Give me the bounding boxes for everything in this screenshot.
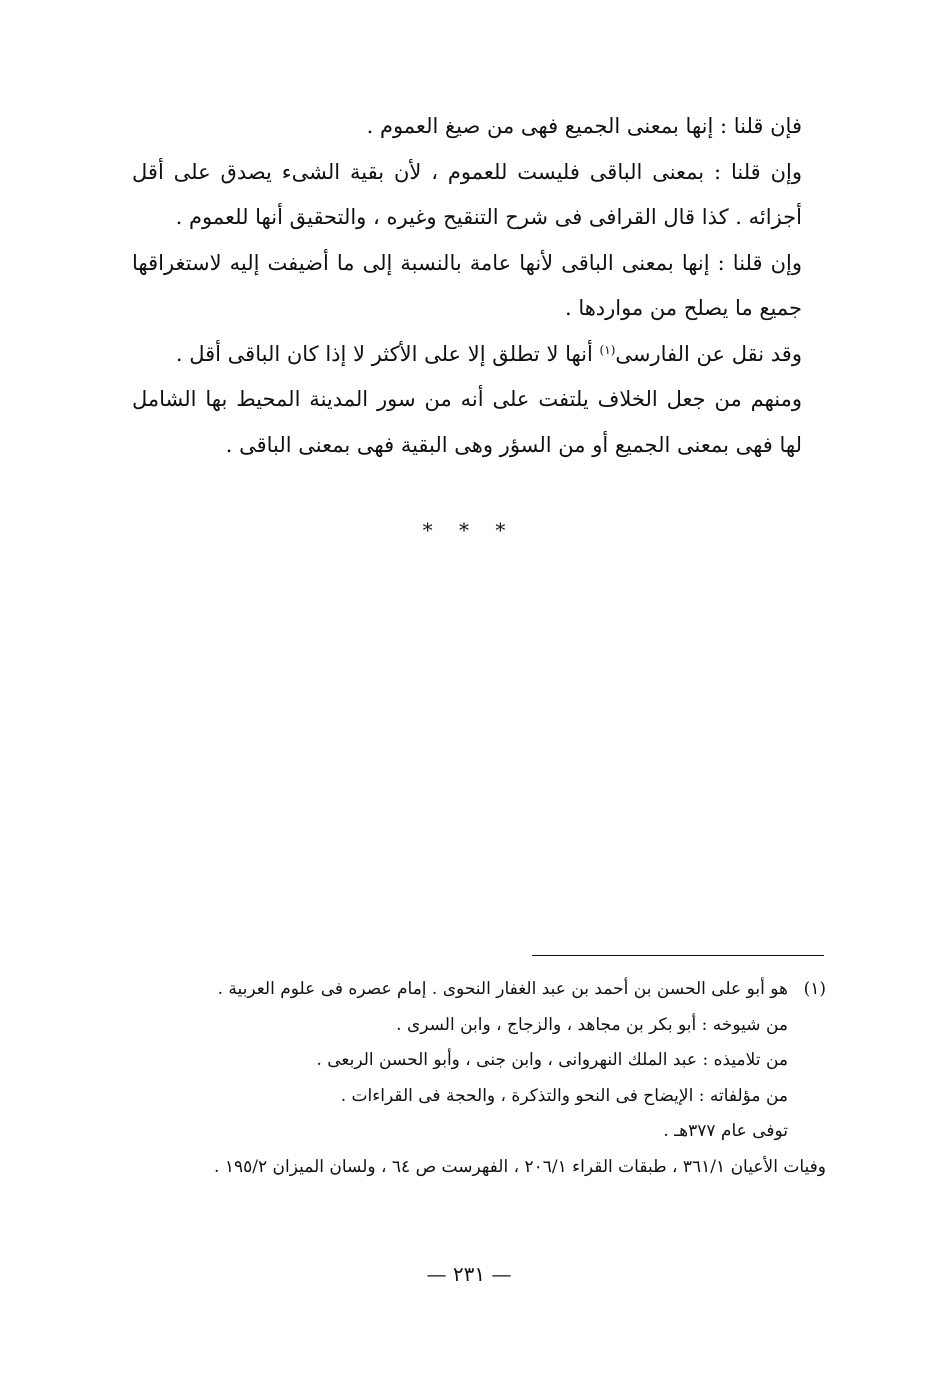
paragraph: فإن قلنا : إنها بمعنى الجميع فهى من صيغ العموم . [366,114,802,138]
footnote-line: من شيوخه : أبو بكر بن مجاهد ، والزجاج ، وابن السرى . [396,1014,788,1035]
paragraph-text-before: وقد نقل عن الفارسى [615,341,802,366]
paragraph: ومنهم من جعل الخلاف يلتفت على أنه من سور المدينة المحيط بها الشامل لها فهى بمعنى الجميع أو من السؤر وهى البقية فهى بمعنى الباقى . [132,387,802,457]
footnote-line: توفى عام ٣٧٧هـ . [663,1121,788,1141]
footnote-line: من مؤلفاته : الإيضاح فى النحو والتذكرة ، والحجة فى القراءات . [340,1085,788,1106]
paragraph-text-after: أنها لا تطلق إلا على الأكثر لا إذا كان الباقى أقل . [175,341,600,366]
paragraph: وإن قلنا : بمعنى الباقى فليست للعموم ، لأن بقية الشىء يصدق على أقل أجزائه . كذا قال القرافى فى شرح التنقيح وغيره ، والتحقيق أنها للعموم . [132,159,802,229]
section-separator: * * * [422,518,516,542]
paragraph: وإن قلنا : إنها بمعنى الباقى لأنها عامة بالنسبة إلى ما أضيفت إليه لاستغراقها جميع ما يصلح من مواردها . [132,250,802,320]
main-text [132,104,802,468]
footnote-marker[interactable]: (١) [599,342,616,357]
footnote-body [140,972,826,1185]
footnote-line: وفيات الأعيان ٣٦١/١ ، طبقات القراء ٢٠٦/١ ، الفهرست ص ٦٤ ، ولسان الميزان ١٩٥/٢ . [214,1156,826,1177]
footnotes [140,972,826,1185]
footnote-item [140,972,826,1185]
page-number: — ٢٣١ — [426,1262,512,1286]
footnote-divider [532,955,824,956]
footnote-number: (١) [803,979,826,999]
footnote-line: هو أبو على الحسن بن أحمد بن عبد الغفار النحوى . إمام عصره فى علوم العربية . [217,979,788,999]
footnote-line: من تلاميذه : عبد الملك النهروانى ، وابن جنى ، وأبو الحسن الربعى . [316,1050,788,1070]
paragraph-with-footnote [132,332,802,378]
